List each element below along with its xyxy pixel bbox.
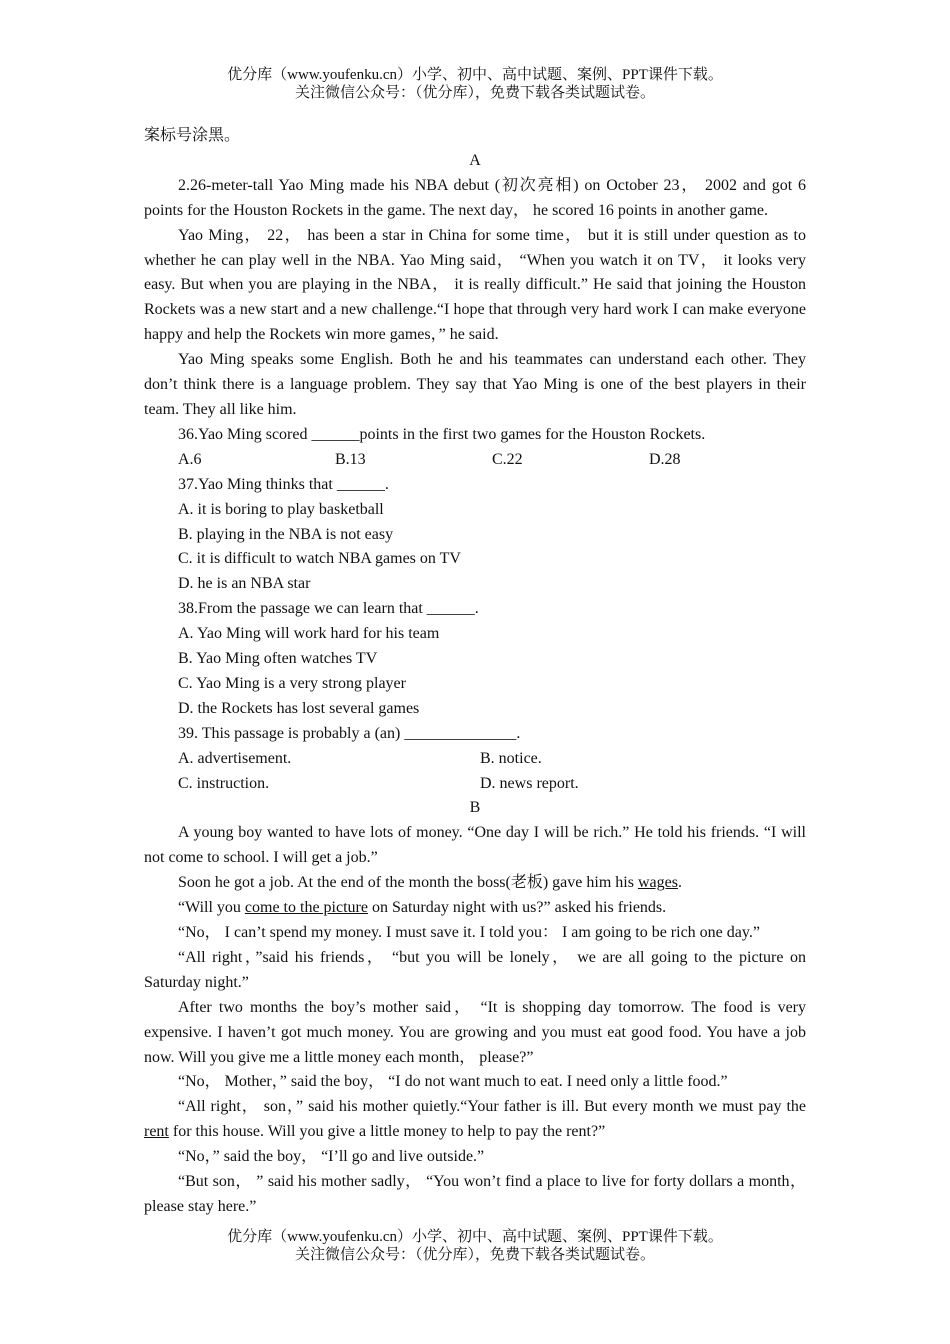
passage-b-paragraph-6: After two months the boy’s mother said， “It is shopping day tomorrow. The food is very expensive. I haven’t got much money. You are growing and you must eat good food. You have a job now. Will you give me a little money each month， please?” xyxy=(144,998,806,1066)
footer-line-1: 优分库（www.youfenku.cn）小学、初中、高中试题、案例、PPT课件下载。 xyxy=(227,1229,723,1245)
question-37-option-c: C. it is difficult to watch NBA games on TV xyxy=(178,550,461,568)
page-header xyxy=(0,66,950,102)
question-37-option-d: D. he is an NBA star xyxy=(178,575,311,593)
question-39-option-d: D. news report. xyxy=(480,774,579,792)
intro-text: 案标号涂黑。 xyxy=(144,127,241,144)
question-36-option-d: D.28 xyxy=(649,450,681,468)
question-37-option-b: B. playing in the NBA is not easy xyxy=(178,525,394,543)
question-39-stem: 39. This passage is probably a (an) ______________. xyxy=(178,724,521,742)
question-36-option-c: C.22 xyxy=(492,450,523,468)
header-line-1: 优分库（www.youfenku.cn）小学、初中、高中试题、案例、PPT课件下载。 xyxy=(227,67,723,83)
passage-a-title: A xyxy=(469,151,481,169)
passage-b-p2-text: Soon he got a job. At the end of the month the boss(老板) gave him his xyxy=(178,874,638,892)
question-36-options xyxy=(144,448,806,473)
footer-line-2: 关注微信公众号：（优分库），免费下载各类试题试卷。 xyxy=(294,1247,655,1263)
passage-b-p2-end: . xyxy=(677,874,682,892)
passage-b-paragraph-10: “But son， ” said his mother sadly， “You won’t find a place to live for forty dollars a month， please stay here.” xyxy=(144,1173,806,1215)
page-footer xyxy=(0,1228,950,1264)
passage-b-paragraph-2 xyxy=(144,871,806,896)
passage-b-paragraph-8 xyxy=(144,1095,806,1145)
question-39-option-b: B. notice. xyxy=(480,749,542,767)
question-36-option-b: B.13 xyxy=(335,450,366,468)
passage-a-paragraph-1: 2.26-meter-tall Yao Ming made his NBA debut (初次亮相) on October 23， 2002 and got 6 points for the Houston Rockets in the game. The next day， he scored 16 points in another game. xyxy=(144,176,806,219)
passage-b-paragraph-5: “All right，”said his friends， “but you will be lonely， we are all going to the picture on Saturday night.” xyxy=(144,948,806,991)
underlined-word-rent: rent xyxy=(144,1123,169,1141)
underlined-phrase-come-to-the-picture: come to the picture xyxy=(244,899,368,917)
passage-b-paragraph-3 xyxy=(144,896,806,921)
question-39-option-a: A. advertisement. xyxy=(178,749,292,767)
passage-b-p3-end: on Saturday night with us?” asked his friends. xyxy=(367,899,667,917)
passage-a-paragraph-3: Yao Ming speaks some English. Both he and his teammates can understand each other. They don’t think there is a language problem. They say that Yao Ming is one of the best players in their team. They all like him. xyxy=(144,351,806,418)
question-36-option-a: A.6 xyxy=(178,450,202,468)
underlined-word-wages: wages xyxy=(637,874,678,892)
header-line-2: 关注微信公众号：（优分库），免费下载各类试题试卷。 xyxy=(294,85,655,101)
passage-b-paragraph-4: “No， I can’t spend my money. I must save it. I told you： I am going to be rich one day.” xyxy=(178,924,760,941)
question-38-option-b: B. Yao Ming often watches TV xyxy=(178,650,378,668)
question-39-options-row-2 xyxy=(144,772,806,797)
question-39-options-row-1 xyxy=(144,747,806,772)
passage-a-paragraph-2: Yao Ming， 22， has been a star in China for some time， but it is still under question as to whether he can play well in the NBA. Yao Ming said， “When you watch it on TV， it looks very easy. But when you are playing in the NBA， it is really difficult.” He said that joining the Houston Rockets was a new start and a new challenge.“I hope that through very hard work I can make everyone happy and help the Rockets win more games，” he said. xyxy=(144,226,806,344)
question-38-stem: 38.From the passage we can learn that ______. xyxy=(178,600,479,618)
passage-b-p8-end: for this house. Will you give a little money to help to pay the rent?” xyxy=(168,1123,606,1141)
passage-b-title: B xyxy=(469,799,481,817)
document-body xyxy=(144,124,806,1220)
question-38-option-c: C. Yao Ming is a very strong player xyxy=(178,674,406,692)
question-37-stem: 37.Yao Ming thinks that ______. xyxy=(178,475,389,493)
question-38-option-d: D. the Rockets has lost several games xyxy=(178,699,420,717)
question-37-option-a: A. it is boring to play basketball xyxy=(178,500,384,518)
passage-b-p8-text: “All right， son，” said his mother quietly.“Your father is ill. But every month we must pay the xyxy=(178,1098,806,1116)
question-38-option-a: A. Yao Ming will work hard for his team xyxy=(178,625,440,643)
passage-b-paragraph-1: A young boy wanted to have lots of money. “One day I will be rich.” He told his friends. “I will not come to school. I will get a job.” xyxy=(144,824,806,867)
passage-b-p3-text: “Will you xyxy=(178,899,245,917)
passage-b-paragraph-7: “No， Mother，” said the boy， “I do not want much to eat. I need only a little food.” xyxy=(178,1073,728,1091)
question-39-option-c: C. instruction. xyxy=(178,774,270,792)
question-36-stem: 36.Yao Ming scored ______points in the first two games for the Houston Rockets. xyxy=(178,425,706,443)
passage-b-paragraph-9: “No，” said the boy， “I’ll go and live outside.” xyxy=(178,1148,485,1166)
